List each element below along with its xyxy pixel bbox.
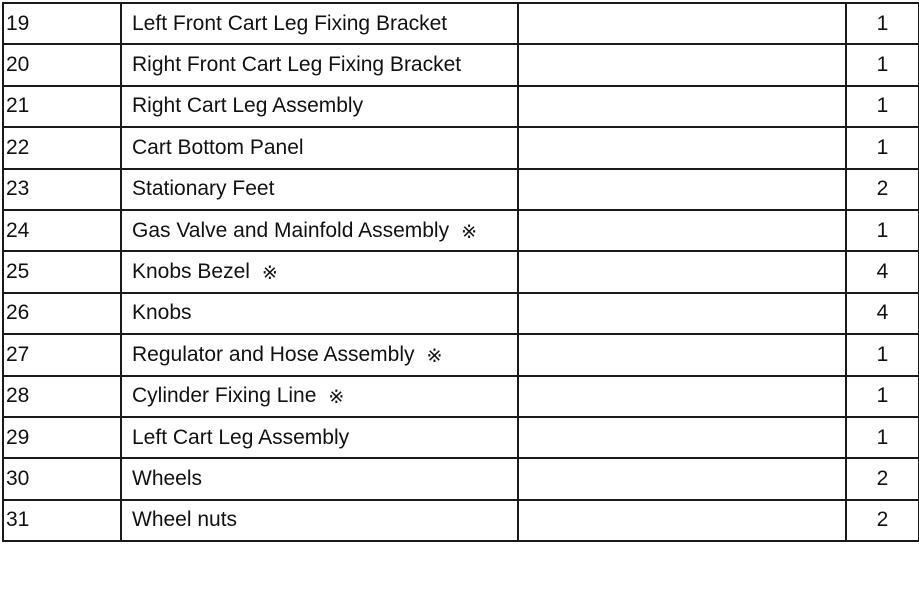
part-name-cell <box>121 3 518 44</box>
part-name-cell <box>121 293 518 334</box>
table-row <box>3 44 919 85</box>
blank-cell <box>518 334 846 375</box>
blank-cell <box>518 127 846 168</box>
part-number: 31 <box>3 500 121 541</box>
blank-cell <box>518 3 846 44</box>
part-number: 28 <box>3 376 121 417</box>
reference-mark-icon: ※ <box>261 262 278 285</box>
table-row <box>3 3 919 44</box>
part-name: Left Front Cart Leg Fixing Bracket <box>132 11 448 35</box>
part-quantity: 1 <box>846 127 919 168</box>
part-quantity: 1 <box>846 86 919 127</box>
part-name: Right Cart Leg Assembly <box>132 94 364 118</box>
part-name: Stationary Feet <box>132 177 275 201</box>
part-name: Wheels <box>132 466 203 490</box>
part-number: 24 <box>3 210 121 251</box>
part-name-cell <box>121 251 518 292</box>
part-name: Right Front Cart Leg Fixing Bracket <box>132 53 462 77</box>
part-quantity: 1 <box>846 376 919 417</box>
blank-cell <box>518 169 846 210</box>
blank-cell <box>518 251 846 292</box>
part-name-cell <box>121 127 518 168</box>
part-name: Cylinder Fixing Line <box>132 384 317 408</box>
table-row <box>3 210 919 251</box>
table-row <box>3 251 919 292</box>
table-row <box>3 334 919 375</box>
part-quantity: 4 <box>846 251 919 292</box>
table-row <box>3 376 919 417</box>
part-number: 20 <box>3 44 121 85</box>
parts-table-body <box>3 3 919 541</box>
blank-cell <box>518 86 846 127</box>
part-name-cell <box>121 169 518 210</box>
part-number: 29 <box>3 417 121 458</box>
part-quantity: 1 <box>846 417 919 458</box>
part-name: Left Cart Leg Assembly <box>132 425 350 449</box>
part-name-cell <box>121 458 518 499</box>
part-name: Cart Bottom Panel <box>132 135 304 159</box>
part-name-cell <box>121 417 518 458</box>
part-quantity: 4 <box>846 293 919 334</box>
blank-cell <box>518 293 846 334</box>
part-name-cell <box>121 210 518 251</box>
part-number: 25 <box>3 251 121 292</box>
reference-mark-icon: ※ <box>461 220 478 243</box>
table-row <box>3 127 919 168</box>
part-name-cell <box>121 376 518 417</box>
part-number: 21 <box>3 86 121 127</box>
part-quantity: 2 <box>846 500 919 541</box>
part-name-cell <box>121 86 518 127</box>
part-name: Wheel nuts <box>132 508 238 532</box>
part-number: 30 <box>3 458 121 499</box>
part-name-cell <box>121 500 518 541</box>
part-number: 19 <box>3 3 121 44</box>
part-number: 26 <box>3 293 121 334</box>
table-row <box>3 86 919 127</box>
part-quantity: 1 <box>846 210 919 251</box>
part-quantity: 2 <box>846 169 919 210</box>
part-name: Regulator and Hose Assembly <box>132 342 415 366</box>
part-number: 22 <box>3 127 121 168</box>
reference-mark-icon: ※ <box>426 344 443 367</box>
part-quantity: 2 <box>846 458 919 499</box>
blank-cell <box>518 458 846 499</box>
table-row <box>3 293 919 334</box>
part-quantity: 1 <box>846 44 919 85</box>
table-row <box>3 417 919 458</box>
blank-cell <box>518 210 846 251</box>
part-name: Gas Valve and Mainfold Assembly <box>132 218 450 242</box>
blank-cell <box>518 500 846 541</box>
part-name-cell <box>121 334 518 375</box>
part-name: Knobs Bezel <box>132 260 250 284</box>
part-number: 27 <box>3 334 121 375</box>
parts-table <box>2 2 919 542</box>
blank-cell <box>518 44 846 85</box>
part-number: 23 <box>3 169 121 210</box>
blank-cell <box>518 376 846 417</box>
table-row <box>3 169 919 210</box>
part-quantity: 1 <box>846 334 919 375</box>
reference-mark-icon: ※ <box>328 386 345 409</box>
blank-cell <box>518 417 846 458</box>
part-quantity: 1 <box>846 3 919 44</box>
table-row <box>3 458 919 499</box>
part-name-cell <box>121 44 518 85</box>
table-row <box>3 500 919 541</box>
part-name: Knobs <box>132 301 192 325</box>
